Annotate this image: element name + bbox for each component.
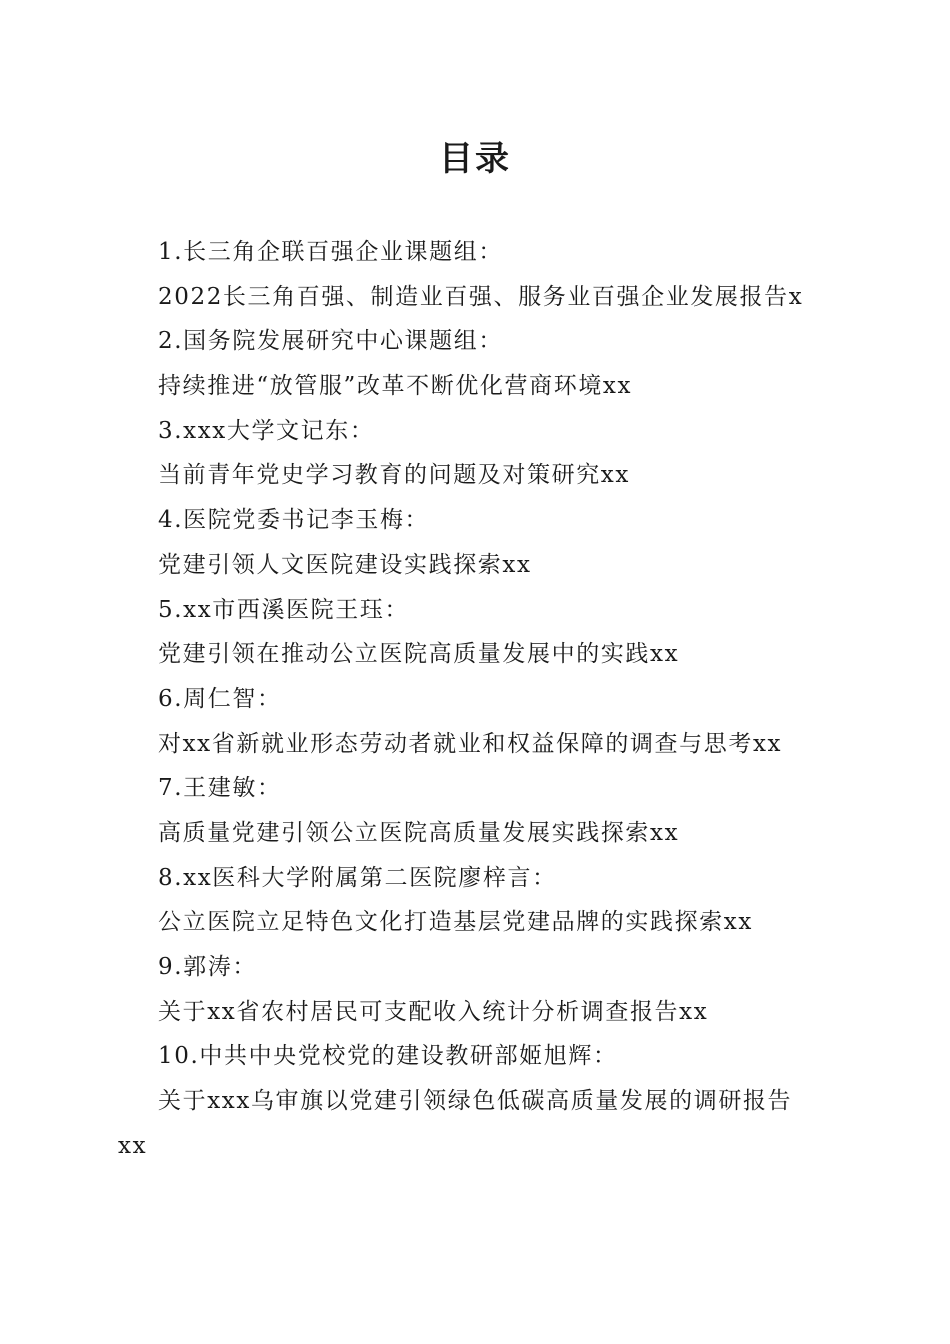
toc-entry-5-title: 党建引领在推动公立医院高质量发展中的实践xx: [158, 641, 680, 668]
toc-entry-9-author: 9.郭涛：: [158, 954, 257, 980]
toc-entry-4-author: 4.医院党委书记李玉梅：: [158, 507, 430, 534]
toc-entry-10-title-continued: xx: [118, 1132, 148, 1159]
toc-entry-1-author: 1.长三角企联百强企业课题组：: [158, 239, 503, 265]
toc-entry-2-author: 2.国务院发展研究中心课题组：: [158, 328, 503, 355]
toc-entry-10-author: 10.中共中央党校党的建设教研部姬旭辉：: [158, 1043, 618, 1070]
toc-entry-8-title: 公立医院立足特色文化打造基层党建品牌的实践探索xx: [158, 909, 753, 936]
toc-entry-4-title: 党建引领人文医院建设实践探索xx: [158, 551, 532, 578]
table-of-contents: [118, 230, 838, 1168]
toc-entry-5-author: 5.xx市西溪医院王珏：: [158, 596, 410, 623]
toc-entry-2-title: 持续推进“放管服”改革不断优化营商环境xx: [158, 373, 633, 400]
toc-entry-7-title: 高质量党建引领公立医院高质量发展实践探索xx: [158, 819, 680, 846]
toc-entry-6-title: 对xx省新就业形态劳动者就业和权益保障的调查与思考xx: [158, 730, 783, 757]
toc-entry-7-author: 7.王建敏：: [158, 775, 282, 802]
toc-entry-3-author: 3.xxx大学文记东：: [158, 417, 375, 444]
toc-entry-8-author: 8.xx医科大学附属第二医院廖梓言：: [158, 864, 557, 891]
toc-entry-1-title: 2022长三角百强、制造业百强、服务业百强企业发展报告x: [158, 283, 804, 310]
toc-entry-10-title: 关于xxx乌审旗以党建引领绿色低碳高质量发展的调研报告: [158, 1088, 793, 1115]
toc-entry-3-title: 当前青年党史学习教育的问题及对策研究xx: [158, 462, 630, 489]
page-title: 目录: [439, 139, 511, 179]
toc-entry-6-author: 6.周仁智：: [158, 685, 282, 712]
toc-entry-9-title: 关于xx省农村居民可支配收入统计分析调查报告xx: [158, 998, 709, 1025]
